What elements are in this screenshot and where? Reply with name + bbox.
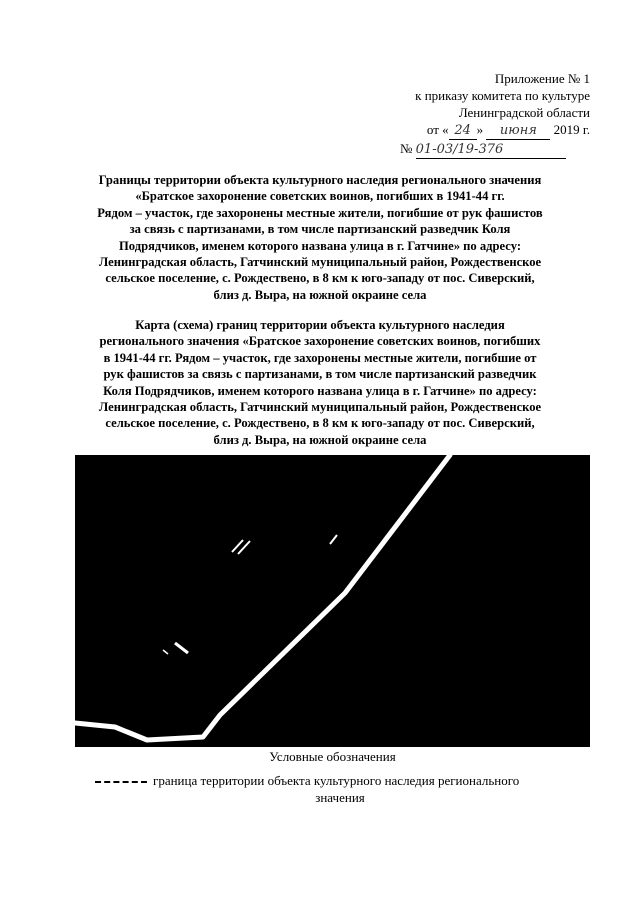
date-month: июня bbox=[486, 122, 550, 140]
date-year: 2019 г. bbox=[553, 122, 590, 137]
appendix-title: Приложение № 1 bbox=[494, 71, 590, 86]
appendix-date: от « 24 » июня 2019 г. bbox=[426, 122, 590, 138]
appendix-region: Ленинградской области bbox=[458, 105, 590, 120]
date-day: 24 bbox=[449, 122, 477, 140]
document-title: Границы территории объекта культурного наследия регионального значения «Братское захоронение советских воинов, погибших в 1941-44 гг. Рядом – участок, где захоронены местные жители, погибшие от рук фашистов за связь с партизанами, в том числе партизанский разведчик Коля Подрядчиков, именем которого названа улица в г. Гатчине» по адресу: Ленинградская область, Гатчинский муниципальный район, Рождественское сельское поселение, с. Рождествено, в 8 км к юго-западу от пос. Сиверский, близ д. Выра, на южной окраине села bbox=[97, 173, 543, 302]
appendix-block bbox=[370, 70, 590, 159]
map-scheme bbox=[75, 455, 590, 747]
appendix-number: № 01-03/19-376 bbox=[370, 140, 590, 159]
legend-text: граница территории объекта культурного наследия регионального bbox=[153, 773, 520, 788]
map-title: Карта (схема) границ территории объекта культурного наследия регионального значения «Братское захоронение советских воинов, погибших в 1941-44 гг. Рядом – участок, где захоронены местные жители, погибшие от рук фашистов за связь с партизанами, в том числе партизанский разведчик Коля Подрядчиков, именем которого названа улица в г. Гатчине» по адресу: Ленинградская область, Гатчинский муниципальный район, Рождественское сельское поселение, с. Рождествено, в 8 км к юго-западу от пос. Сиверский, близ д. Выра, на южной окраине села bbox=[98, 318, 542, 447]
order-number: 01-03/19-376 bbox=[416, 141, 566, 159]
legend-item-boundary bbox=[95, 772, 585, 806]
appendix-order-ref: к приказу комитета по культуре bbox=[415, 88, 590, 103]
legend-text-continued: значения bbox=[315, 790, 365, 805]
legend-dash-symbol bbox=[95, 781, 147, 783]
legend-title: Условные обозначения bbox=[269, 749, 396, 764]
map-background bbox=[75, 455, 590, 747]
boundary-map bbox=[75, 455, 590, 747]
